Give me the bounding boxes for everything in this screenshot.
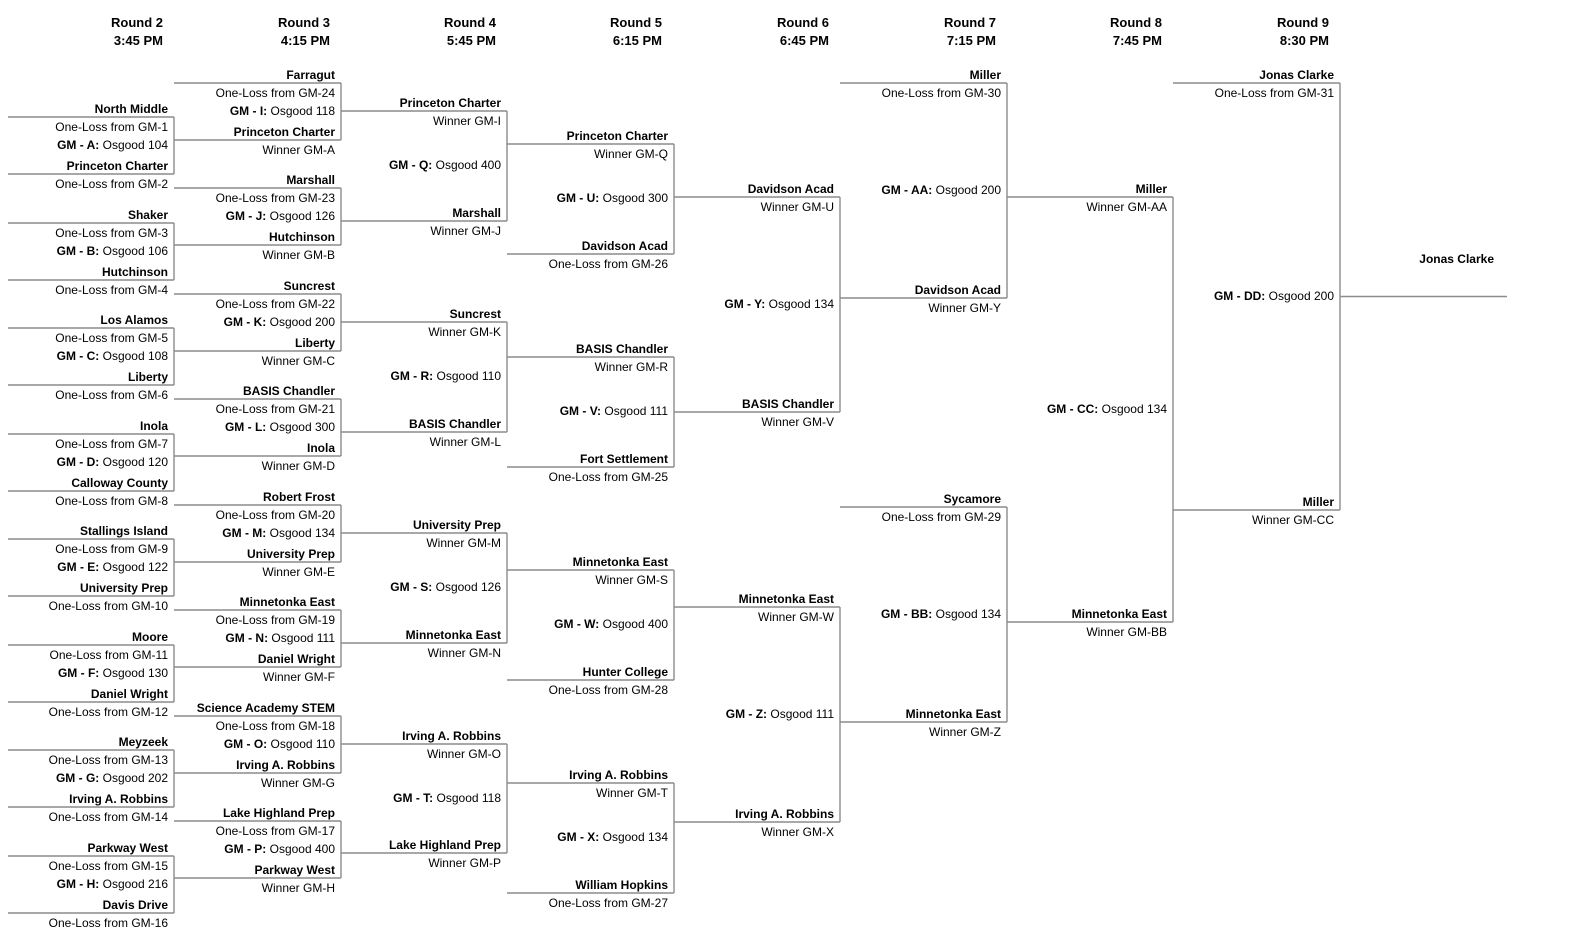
r5-match-2-team1: BASIS Chandler	[575, 342, 668, 356]
r3-match-2-src2: Winner GM-B	[262, 248, 335, 262]
r4-match-4-team2: Lake Highland Prep	[388, 838, 501, 852]
r2-match-4-team1: Inola	[139, 419, 168, 433]
r3-match-7-game	[224, 737, 335, 751]
r5-match-2-src2: One-Loss from GM-25	[548, 470, 668, 484]
game-location: Osgood 134	[932, 606, 1001, 621]
r3-match-7-src2: Winner GM-G	[260, 776, 335, 790]
r2-match-5-src1: One-Loss from GM-9	[55, 542, 168, 556]
r5-match-4-src1: Winner GM-T	[596, 786, 668, 800]
r8-match-1-src1: Winner GM-AA	[1086, 200, 1167, 214]
round-time: 5:45 PM	[446, 33, 496, 48]
r7-match-2-src1: One-Loss from GM-29	[881, 510, 1001, 524]
round-header-9	[1199, 14, 1329, 50]
game-id: GM - Y:	[724, 296, 766, 311]
r5-match-3-team2: Hunter College	[582, 665, 668, 679]
game-id: GM - T:	[393, 790, 434, 805]
game-id: GM - Q:	[388, 158, 433, 172]
round-time: 7:45 PM	[1112, 33, 1162, 48]
r2-match-6-team2: Daniel Wright	[90, 687, 168, 701]
r2-match-5-team2: University Prep	[79, 581, 168, 595]
r2-match-8-team1: Parkway West	[87, 841, 168, 855]
round-header-6	[699, 14, 829, 50]
r4-match-2-game	[391, 369, 501, 383]
r5-match-1-team2: Davidson Acad	[581, 239, 668, 253]
game-id: GM - B:	[56, 243, 100, 258]
r2-match-2-team2: Hutchinson	[102, 265, 168, 279]
r3-match-3-src1: One-Loss from GM-22	[215, 297, 335, 311]
r2-match-3-src2: One-Loss from GM-6	[55, 388, 168, 402]
r3-match-2-team1: Marshall	[286, 173, 335, 187]
r4-match-3-team2: Minnetonka East	[405, 628, 501, 642]
r3-match-5-team1: Robert Frost	[263, 490, 335, 504]
r3-match-2-src1: One-Loss from GM-23	[215, 191, 335, 205]
r9-match-1-src1: One-Loss from GM-31	[1214, 86, 1334, 100]
r3-match-8-team2: Parkway West	[254, 863, 335, 877]
r2-match-6-team1: Moore	[132, 630, 168, 644]
r4-match-4-team1: Irving A. Robbins	[402, 729, 501, 743]
r7-match-1-team2: Davidson Acad	[914, 283, 1001, 297]
round-header-7	[866, 14, 996, 50]
round-label: Round 6	[777, 15, 829, 30]
r2-match-8-src2: One-Loss from GM-16	[48, 916, 168, 930]
game-location: Osgood 200	[932, 182, 1001, 197]
r3-match-7-team2: Irving A. Robbins	[236, 758, 335, 772]
r2-match-8-team2: Davis Drive	[102, 898, 168, 912]
r2-match-4-game	[57, 455, 168, 469]
r4-match-4-game	[393, 791, 501, 805]
game-location: Osgood 300	[266, 419, 335, 434]
r6-match-1-src1: Winner GM-U	[760, 200, 834, 214]
r5-match-1-src1: Winner GM-Q	[593, 147, 668, 161]
r2-match-4-src2: One-Loss from GM-8	[55, 494, 168, 508]
game-id: GM - N:	[225, 630, 269, 645]
game-location: Osgood 400	[432, 158, 501, 172]
game-id: GM - V:	[559, 404, 602, 418]
game-location: Osgood 400	[599, 617, 668, 631]
game-location: Osgood 111	[268, 630, 335, 645]
game-id: GM - L:	[224, 419, 267, 434]
r5-match-1-game	[557, 191, 668, 205]
game-id: GM - I:	[229, 103, 268, 118]
game-id: GM - D:	[56, 454, 100, 469]
game-id: GM - C:	[56, 348, 100, 363]
r2-match-3-game	[57, 349, 168, 363]
r3-match-1-game	[230, 104, 335, 118]
r2-match-7-team1: Meyzeek	[118, 735, 168, 749]
r5-match-4-src2: One-Loss from GM-27	[548, 896, 668, 910]
game-location: Osgood 110	[267, 736, 335, 751]
r3-match-5-src1: One-Loss from GM-20	[215, 508, 335, 522]
r9-match-1-team1: Jonas Clarke	[1259, 68, 1334, 82]
game-id: GM - R:	[390, 369, 434, 383]
game-location: Osgood 111	[767, 706, 834, 721]
game-location: Osgood 216	[99, 876, 168, 891]
r3-match-1-src1: One-Loss from GM-24	[215, 86, 335, 100]
r4-match-1-team2: Marshall	[452, 206, 501, 220]
r3-match-3-src2: Winner GM-C	[261, 354, 335, 368]
r2-match-5-game	[57, 560, 168, 574]
r3-match-3-game	[224, 315, 335, 329]
r3-match-7-team1: Science Academy STEM	[196, 701, 335, 715]
r6-match-1-game	[724, 297, 834, 311]
r2-match-6-src1: One-Loss from GM-11	[49, 648, 168, 662]
game-location: Osgood 134	[1098, 401, 1167, 416]
r5-match-1-src2: One-Loss from GM-26	[548, 257, 668, 271]
r3-match-1-team1: Farragut	[286, 68, 335, 82]
r4-match-2-src1: Winner GM-K	[428, 325, 501, 339]
game-id: GM - W:	[554, 617, 600, 631]
r5-match-3-src2: One-Loss from GM-28	[548, 683, 668, 697]
game-location: Osgood 300	[599, 191, 668, 205]
r4-match-1-src2: Winner GM-J	[430, 224, 501, 238]
r2-match-6-src2: One-Loss from GM-12	[48, 705, 168, 719]
r4-match-3-src2: Winner GM-N	[427, 646, 501, 660]
round-time: 4:15 PM	[280, 33, 330, 48]
champion-name: Jonas Clarke	[1419, 252, 1494, 266]
r6-match-1-src2: Winner GM-V	[761, 415, 834, 429]
r4-match-2-src2: Winner GM-L	[429, 435, 501, 449]
r2-match-3-src1: One-Loss from GM-5	[55, 331, 168, 345]
game-location: Osgood 134	[266, 525, 335, 540]
r2-match-7-src2: One-Loss from GM-14	[48, 810, 168, 824]
r2-match-5-team1: Stallings Island	[79, 524, 168, 538]
game-id: GM - G:	[55, 770, 100, 785]
round-label: Round 7	[944, 15, 996, 30]
round-time: 3:45 PM	[113, 33, 163, 48]
r7-match-1-team1: Miller	[969, 68, 1001, 82]
r6-match-1-team1: Davidson Acad	[747, 182, 834, 196]
r5-match-2-game	[560, 404, 668, 418]
r3-match-5-src2: Winner GM-E	[262, 565, 335, 579]
round-time: 7:15 PM	[946, 33, 996, 48]
r4-match-1-game	[389, 158, 501, 172]
round-label: Round 2	[111, 15, 163, 30]
round-time: 6:45 PM	[779, 33, 829, 48]
r3-match-2-game	[226, 209, 335, 223]
game-location: Osgood 130	[99, 665, 168, 680]
r5-match-3-game	[554, 617, 668, 631]
r4-match-3-src1: Winner GM-M	[426, 536, 501, 550]
r6-match-2-src2: Winner GM-X	[761, 825, 834, 839]
r8-match-1-team1: Miller	[1135, 182, 1167, 196]
r4-match-1-team1: Princeton Charter	[399, 96, 501, 110]
game-location: Osgood 118	[267, 103, 335, 118]
r9-match-1-team2: Miller	[1302, 495, 1334, 509]
game-id: GM - M:	[222, 525, 267, 540]
r2-match-2-game	[57, 244, 168, 258]
r3-match-8-game	[224, 842, 335, 856]
r3-match-3-team1: Suncrest	[283, 279, 335, 293]
game-location: Osgood 400	[266, 841, 335, 856]
r4-match-2-team2: BASIS Chandler	[408, 417, 501, 431]
game-location: Osgood 126	[266, 208, 335, 223]
r8-match-1-src2: Winner GM-BB	[1086, 625, 1167, 639]
r2-match-8-src1: One-Loss from GM-15	[48, 859, 168, 873]
game-id: GM - P:	[224, 841, 267, 856]
r2-match-2-src1: One-Loss from GM-3	[55, 226, 168, 240]
game-id: GM - X:	[557, 830, 600, 844]
r3-match-4-src2: Winner GM-D	[261, 459, 335, 473]
r4-match-3-team1: University Prep	[412, 518, 501, 532]
r4-match-1-src1: Winner GM-I	[432, 114, 501, 128]
game-location: Osgood 111	[601, 404, 668, 418]
game-id: GM - Z:	[725, 706, 768, 721]
r3-match-6-team1: Minnetonka East	[239, 595, 335, 609]
r2-match-2-team1: Shaker	[127, 208, 168, 222]
game-id: GM - U:	[556, 191, 600, 205]
game-location: Osgood 110	[433, 369, 501, 383]
r5-match-4-team1: Irving A. Robbins	[569, 768, 668, 782]
r5-match-2-team2: Fort Settlement	[579, 452, 668, 466]
game-location: Osgood 118	[433, 790, 501, 805]
r2-match-3-team2: Liberty	[127, 370, 168, 384]
round-time: 6:15 PM	[612, 33, 662, 48]
game-location: Osgood 104	[99, 137, 168, 152]
r8-match-1-game	[1047, 402, 1167, 416]
game-location: Osgood 200	[266, 314, 335, 329]
r2-match-8-game	[57, 877, 168, 891]
r7-match-1-src2: Winner GM-Y	[928, 301, 1001, 315]
r3-match-6-src2: Winner GM-F	[263, 670, 335, 684]
r7-match-2-team2: Minnetonka East	[905, 707, 1001, 721]
round-label: Round 3	[278, 15, 330, 30]
r8-match-1-team2: Minnetonka East	[1071, 607, 1167, 621]
r3-match-6-team2: Daniel Wright	[257, 652, 335, 666]
game-location: Osgood 126	[432, 580, 501, 594]
game-id: GM - CC:	[1046, 401, 1099, 416]
r2-match-2-src2: One-Loss from GM-4	[55, 283, 168, 297]
game-id: GM - AA:	[881, 182, 933, 197]
game-location: Osgood 122	[99, 559, 168, 574]
r2-match-5-src2: One-Loss from GM-10	[48, 599, 168, 613]
round-label: Round 9	[1277, 15, 1329, 30]
r2-match-1-src1: One-Loss from GM-1	[55, 120, 168, 134]
r2-match-1-src2: One-Loss from GM-2	[55, 177, 168, 191]
r6-match-2-src1: Winner GM-W	[758, 610, 834, 624]
r3-match-8-src1: One-Loss from GM-17	[215, 824, 335, 838]
round-time: 8:30 PM	[1279, 33, 1329, 48]
r6-match-2-team2: Irving A. Robbins	[735, 807, 834, 821]
r3-match-6-src1: One-Loss from GM-19	[215, 613, 335, 627]
round-label: Round 8	[1110, 15, 1162, 30]
round-header-2	[33, 14, 163, 50]
game-id: GM - E:	[57, 559, 100, 574]
r3-match-5-game	[222, 526, 335, 540]
r4-match-4-src2: Winner GM-P	[428, 856, 501, 870]
r3-match-2-team2: Hutchinson	[269, 230, 335, 244]
r5-match-4-game	[557, 830, 668, 844]
game-location: Osgood 106	[99, 243, 168, 258]
game-id: GM - BB:	[880, 606, 933, 621]
r9-match-1-src2: Winner GM-CC	[1251, 513, 1334, 527]
r3-match-1-src2: Winner GM-A	[262, 143, 335, 157]
r2-match-3-team1: Los Alamos	[100, 313, 168, 327]
r7-match-2-team1: Sycamore	[943, 492, 1001, 506]
r3-match-8-src2: Winner GM-H	[261, 881, 335, 895]
r2-match-4-src1: One-Loss from GM-7	[55, 437, 168, 451]
r2-match-7-team2: Irving A. Robbins	[69, 792, 168, 806]
r5-match-3-team1: Minnetonka East	[572, 555, 668, 569]
r2-match-7-game	[56, 771, 168, 785]
r6-match-2-game	[726, 707, 834, 721]
r2-match-1-team2: Princeton Charter	[66, 159, 168, 173]
game-id: GM - DD:	[1213, 288, 1266, 303]
r4-match-4-src1: Winner GM-O	[426, 747, 501, 761]
r2-match-7-src1: One-Loss from GM-13	[48, 753, 168, 767]
r4-match-3-game	[390, 580, 501, 594]
round-header-3	[200, 14, 330, 50]
game-id: GM - O:	[223, 736, 268, 751]
r3-match-1-team2: Princeton Charter	[233, 125, 335, 139]
r2-match-1-game	[57, 138, 168, 152]
r3-match-4-src1: One-Loss from GM-21	[215, 402, 335, 416]
game-id: GM - J:	[225, 208, 267, 223]
r3-match-4-game	[225, 420, 335, 434]
r4-match-2-team1: Suncrest	[449, 307, 501, 321]
r6-match-2-team1: Minnetonka East	[738, 592, 834, 606]
game-location: Osgood 134	[765, 296, 834, 311]
r6-match-1-team2: BASIS Chandler	[741, 397, 834, 411]
r3-match-4-team1: BASIS Chandler	[242, 384, 335, 398]
r2-match-4-team2: Calloway County	[71, 476, 168, 490]
r9-match-1-game	[1214, 289, 1334, 303]
r5-match-2-src1: Winner GM-R	[594, 360, 668, 374]
r7-match-2-src2: Winner GM-Z	[929, 725, 1001, 739]
r7-match-1-src1: One-Loss from GM-30	[881, 86, 1001, 100]
game-location: Osgood 134	[599, 830, 668, 844]
game-location: Osgood 108	[99, 348, 168, 363]
round-header-8	[1032, 14, 1162, 50]
round-label: Round 5	[610, 15, 662, 30]
r3-match-5-team2: University Prep	[246, 547, 335, 561]
game-id: GM - K:	[223, 314, 267, 329]
r7-match-2-game	[881, 607, 1001, 621]
r5-match-3-src1: Winner GM-S	[595, 573, 668, 587]
r2-match-6-game	[58, 666, 168, 680]
round-header-5	[532, 14, 662, 50]
game-location: Osgood 120	[99, 454, 168, 469]
r3-match-6-game	[225, 631, 335, 645]
r7-match-1-game	[881, 183, 1001, 197]
game-id: GM - H:	[56, 876, 100, 891]
game-id: GM - A:	[57, 137, 100, 152]
r3-match-4-team2: Inola	[306, 441, 335, 455]
r5-match-4-team2: William Hopkins	[575, 878, 668, 892]
r3-match-7-src1: One-Loss from GM-18	[215, 719, 335, 733]
round-header-4	[366, 14, 496, 50]
game-id: GM - S:	[390, 580, 433, 594]
game-id: GM - F:	[57, 665, 100, 680]
game-location: Osgood 202	[99, 770, 168, 785]
game-location: Osgood 200	[1265, 288, 1334, 303]
r3-match-8-team1: Lake Highland Prep	[222, 806, 335, 820]
round-label: Round 4	[444, 15, 496, 30]
r3-match-3-team2: Liberty	[294, 336, 335, 350]
r2-match-1-team1: North Middle	[94, 102, 168, 116]
r5-match-1-team1: Princeton Charter	[566, 129, 668, 143]
